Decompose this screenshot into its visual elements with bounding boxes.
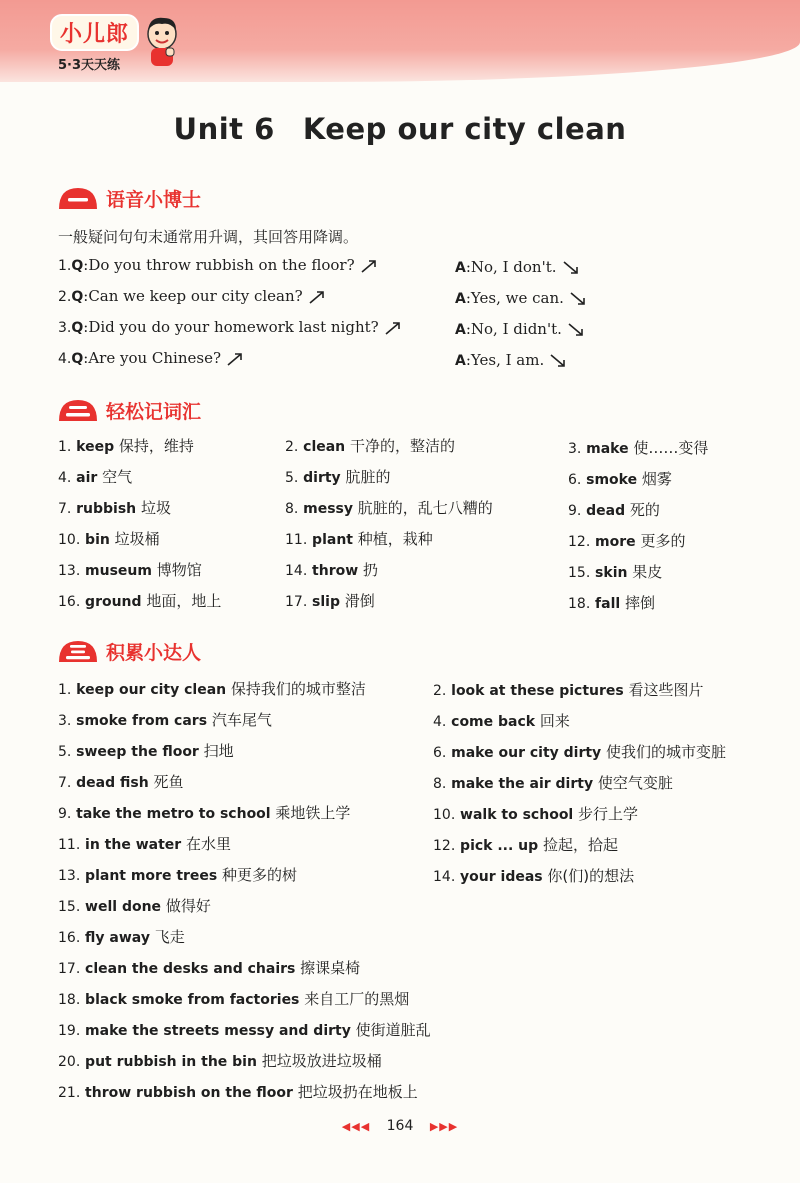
vocab-item: 5. dirty 肮脏的	[285, 468, 391, 486]
dialogue-answer: A:Yes, I am.	[455, 351, 566, 369]
vocab-item: 15. skin 果皮	[568, 563, 663, 581]
dialogue-answer: A:Yes, we can.	[455, 289, 586, 307]
vocab-item: 7. rubbish 垃圾	[58, 499, 171, 517]
falling-arrow-icon	[568, 323, 584, 337]
phrase-item: 5. sweep the floor 扫地	[58, 742, 234, 760]
phrase-item: 1. keep our city clean 保持我们的城市整洁	[58, 680, 366, 698]
vocab-item: 12. more 更多的	[568, 532, 686, 550]
section-badge-icon	[56, 638, 100, 664]
phrase-item: 15. well done 做得好	[58, 897, 211, 915]
phrase-item: 2. look at these pictures 看这些图片	[433, 681, 704, 699]
phrase-item: 17. clean the desks and chairs 擦课桌椅	[58, 959, 361, 977]
section-title: 积累小达人	[106, 641, 202, 664]
section-badge-icon	[56, 185, 100, 211]
vocab-item: 14. throw 扔	[285, 561, 378, 579]
dialogue-question: 1.Q:Do you throw rubbish on the floor?	[58, 256, 377, 274]
section-badge-icon	[56, 397, 100, 423]
page-footer	[0, 1118, 800, 1134]
dialogue-answer: A:No, I didn't.	[455, 320, 584, 338]
dialogue-question: 4.Q:Are you Chinese?	[58, 349, 243, 367]
logo-title: 小儿郎	[50, 14, 139, 51]
section-header-phrases	[56, 636, 201, 666]
phrase-item: 14. your ideas 你(们)的想法	[433, 867, 635, 885]
phrase-item: 18. black smoke from factories 来自工厂的黑烟	[58, 990, 410, 1008]
section-header-phonics	[56, 183, 201, 213]
falling-arrow-icon	[570, 292, 586, 306]
unit-name: Keep our city clean	[302, 112, 627, 146]
phrase-item: 13. plant more trees 种更多的树	[58, 866, 298, 884]
phrase-item: 8. make the air dirty 使空气变脏	[433, 774, 673, 792]
phrase-item: 12. pick ... up 捡起，拾起	[433, 836, 618, 854]
falling-arrow-icon	[563, 261, 579, 275]
section-title: 轻松记词汇	[106, 400, 202, 423]
phrase-item: 7. dead fish 死鱼	[58, 773, 184, 791]
phonics-intro: 一般疑问句句末通常用升调，其回答用降调。	[58, 228, 359, 246]
dialogue-answer: A:No, I don't.	[455, 258, 579, 276]
next-marks-icon: ▶▶▶	[429, 1120, 459, 1133]
phrase-item: 10. walk to school 步行上学	[433, 805, 639, 823]
phrase-item: 21. throw rubbish on the floor 把垃圾扔在地板上	[58, 1083, 418, 1101]
phrase-item: 9. take the metro to school 乘地铁上学	[58, 804, 351, 822]
vocab-item: 2. clean 干净的，整洁的	[285, 437, 455, 455]
vocab-item: 4. air 空气	[58, 468, 133, 486]
page-number: 164	[386, 1118, 414, 1134]
rising-arrow-icon	[361, 259, 377, 273]
phrase-item: 6. make our city dirty 使我们的城市变脏	[433, 743, 726, 761]
phrase-item: 11. in the water 在水里	[58, 835, 231, 853]
vocab-item: 8. messy 肮脏的，乱七八糟的	[285, 499, 493, 517]
brand-logo	[50, 14, 139, 73]
unit-number: Unit 6	[173, 112, 275, 146]
phrase-item: 4. come back 回来	[433, 712, 570, 730]
section-header-vocabulary	[56, 395, 201, 425]
phrase-item: 20. put rubbish in the bin 把垃圾放进垃圾桶	[58, 1052, 382, 1070]
dialogue-question: 2.Q:Can we keep our city clean?	[58, 287, 325, 305]
vocab-item: 16. ground 地面，地上	[58, 592, 222, 610]
mascot-icon	[142, 14, 182, 74]
vocab-item: 17. slip 滑倒	[285, 592, 375, 610]
vocab-item: 13. museum 博物馆	[58, 561, 202, 579]
rising-arrow-icon	[385, 321, 401, 335]
rising-arrow-icon	[309, 290, 325, 304]
logo-subtitle: 5·3天天练	[58, 58, 121, 73]
vocab-item: 18. fall 摔倒	[568, 594, 655, 612]
prev-marks-icon: ◀◀◀	[341, 1120, 371, 1133]
vocab-item: 10. bin 垃圾桶	[58, 530, 160, 548]
rising-arrow-icon	[227, 352, 243, 366]
vocab-item: 3. make 使……变得	[568, 439, 709, 457]
vocab-item: 9. dead 死的	[568, 501, 660, 519]
falling-arrow-icon	[550, 354, 566, 368]
vocab-item: 1. keep 保持，维持	[58, 437, 194, 455]
phrase-item: 19. make the streets messy and dirty 使街道脏乱	[58, 1021, 431, 1039]
page-title	[0, 112, 800, 146]
vocab-item: 11. plant 种植，栽种	[285, 530, 433, 548]
dialogue-question: 3.Q:Did you do your homework last night?	[58, 318, 401, 336]
vocab-item: 6. smoke 烟雾	[568, 470, 672, 488]
phrase-item: 16. fly away 飞走	[58, 928, 185, 946]
phrase-item: 3. smoke from cars 汽车尾气	[58, 711, 272, 729]
section-title: 语音小博士	[106, 188, 202, 211]
